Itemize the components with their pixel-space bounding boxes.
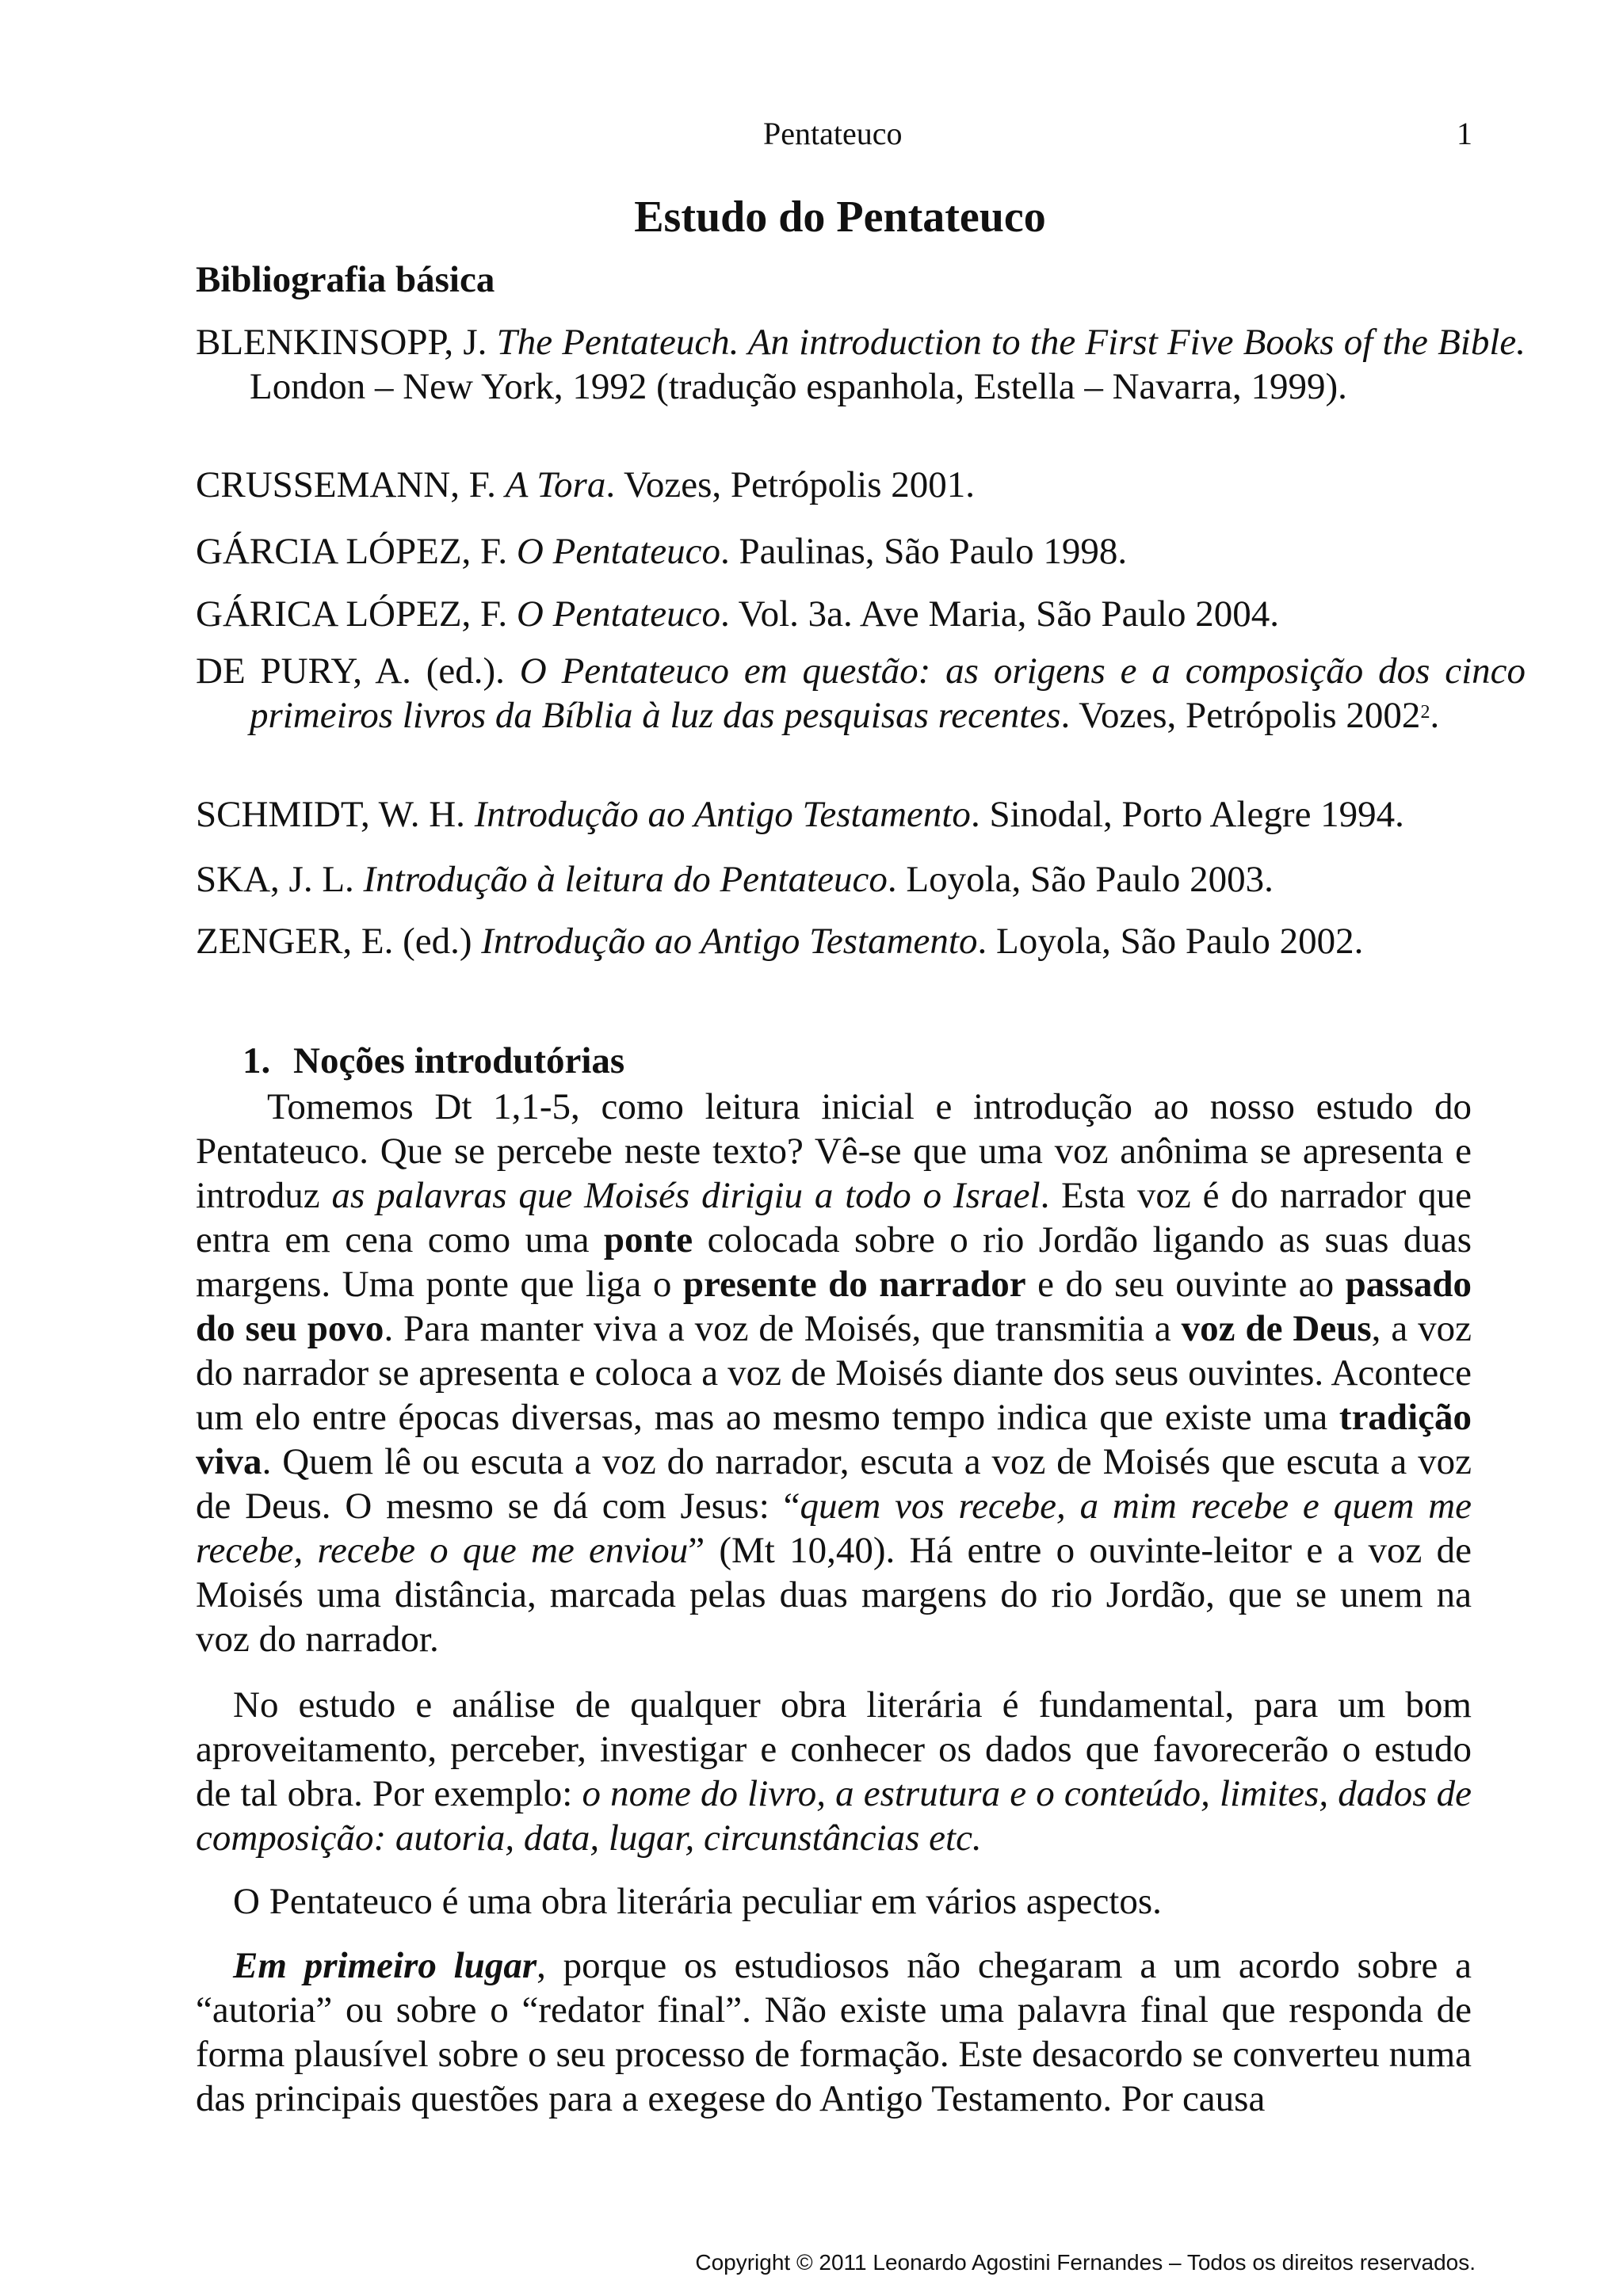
bibliography-entry: BLENKINSOPP, J. The Pentateuch. An introduction to the First Five Books of the Bible. London – New York, 1992 (tradução espanhola, Estella – Navarra, 1999). [196, 322, 1526, 407]
bibliography-heading: Bibliografia básica [196, 259, 495, 300]
running-title: Pentateuco [763, 116, 903, 151]
paragraph: O Pentateuco é uma obra literária peculiar em vários aspectos. [233, 1881, 1162, 1922]
section-heading [242, 1039, 624, 1082]
paragraph: No estudo e análise de qualquer obra literária é fundamental, para um bom aproveitamento, perceber, investigar e conhecer os dados que favorecerão o estudo de tal obra. Por exemplo: o nome do livro, a estrutura e o conteúdo, limites, dados de composição: autoria, data, lugar, circunstâncias etc. [196, 1684, 1472, 1859]
document-title: Estudo do Pentateuco [634, 193, 1046, 242]
section-title: Noções introdutórias [293, 1040, 625, 1081]
paragraph: Em primeiro lugar, porque os estudiosos não chegaram a um acordo sobre a “autoria” ou sobre o “redator final”. Não existe uma palavra final que responda de forma plausível sobre o seu processo de formação. Este desacordo se converteu numa das principais questões para a exegese do Antigo Testamento. Por causa [196, 1945, 1472, 2119]
page-number: 1 [1457, 116, 1472, 151]
bibliography-entry: GÁRICA LÓPEZ, F. O Pentateuco. Vol. 3a. Ave Maria, São Paulo 2004. [196, 593, 1279, 635]
running-header [0, 115, 1623, 162]
paragraph: Tomemos Dt 1,1-5, como leitura inicial e introdução ao nosso estudo do Pentateuco. Que se percebe neste texto? Vê-se que uma voz anônima se apresenta e introduz as palavras que Moisés dirigiu a todo o Israel. Esta voz é do narrador que entra em cena como uma ponte colocada sobre o rio Jordão ligando as suas duas margens. Uma ponte que liga o presente do narrador e do seu ouvinte ao passado do seu povo. Para manter viva a voz de Moisés, que transmitia a voz de Deus, a voz do narrador se apresenta e coloca a voz de Moisés diante dos seus ouvintes. Acontece um elo entre épocas diversas, mas ao mesmo tempo indica que existe uma tradição viva. Quem lê ou escuta a voz do narrador, escuta a voz de Moisés que escuta a voz de Deus. O mesmo se dá com Jesus: “quem vos recebe, a mim recebe e quem me recebe, recebe o que me enviou” (Mt 10,40). Há entre o ouvinte-leitor e a voz de Moisés uma distância, marcada pelas duas margens do rio Jordão, que se unem na voz do narrador. [196, 1086, 1472, 1660]
bibliography-entry: ZENGER, E. (ed.) Introdução ao Antigo Testamento. Loyola, São Paulo 2002. [196, 921, 1364, 962]
bibliography-entry: SKA, J. L. Introdução à leitura do Pentateuco. Loyola, São Paulo 2003. [196, 859, 1274, 900]
bibliography-entry: GÁRCIA LÓPEZ, F. O Pentateuco. Paulinas, São Paulo 1998. [196, 531, 1128, 572]
bibliography-entry: CRUSSEMANN, F. A Tora. Vozes, Petrópolis 2001. [196, 464, 976, 505]
section-number: 1. [242, 1040, 271, 1081]
bibliography-entry: DE PURY, A. (ed.). O Pentateuco em questão: as origens e a composição dos cinco primeiros livros da Bíblia à luz das pesquisas recentes. Vozes, Petrópolis 2002$^2$. [196, 650, 1526, 736]
copyright-footer: Copyright © 2011 Leonardo Agostini Fernandes – Todos os direitos reservados. [695, 2250, 1476, 2275]
bibliography-entry: SCHMIDT, W. H. Introdução ao Antigo Testamento. Sinodal, Porto Alegre 1994. [196, 794, 1404, 835]
